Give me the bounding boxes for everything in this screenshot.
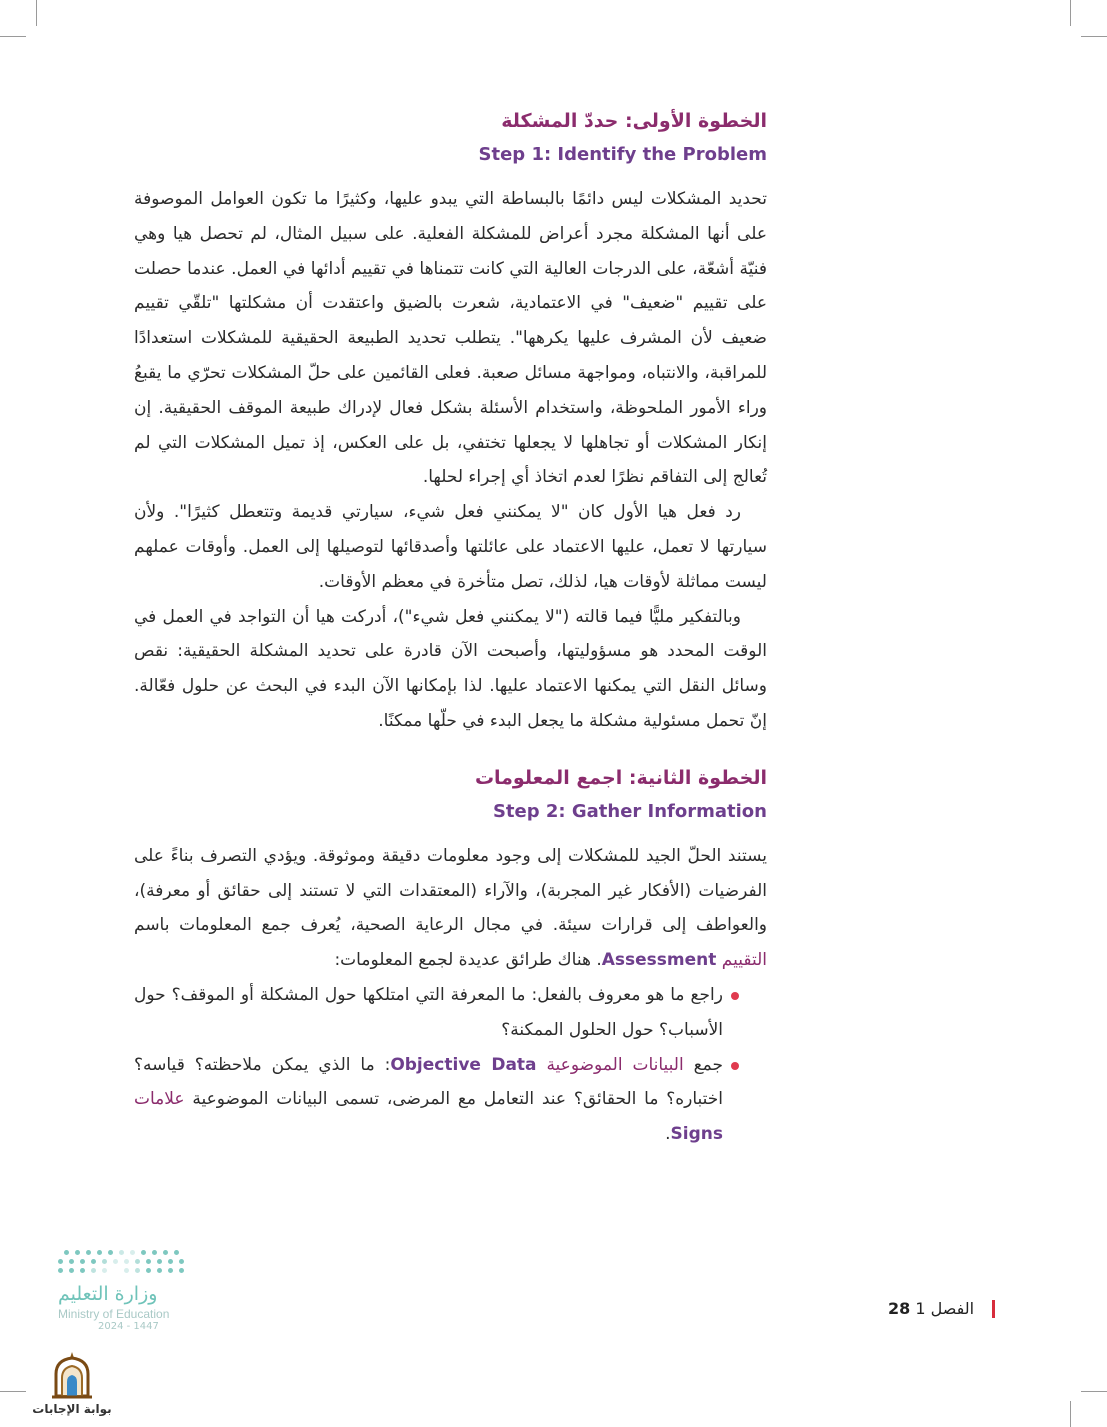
section1-paragraph-3: وبالتفكير مليًّا فيما قالته ("لا يمكنني فعل شيء")، أدركت هيا أن التواجد في العمل في الوقت المحدد هو مسؤوليتها، وأصبحت الآن قادرة على تحديد المشكلة الحقيقية: نقص وسائل النقل التي يمكنها الاعتماد عليها. لذا بإمكانها الآن البدء في البحث عن حلول فعّالة. إنّ تحمل مسئولية مشكلة ما يجعل البدء في حلّها ممكنًا. bbox=[134, 606, 767, 731]
section1-paragraph-2: رد فعل هيا الأول كان "لا يمكنني فعل شيء، سيارتي قديمة وتتعطل كثيرًا". ولأن سيارتها لا تعمل، عليها الاعتماد على عائلتها وأصدقائها لتوصيلها إلى العمل. وأوقات عملهم ليست مماثلة لأوقات هيا، لذلك، تصل متأخرة في معظم الأوقات. bbox=[134, 502, 767, 592]
section2-heading-en: Step 2: Gather Information bbox=[492, 800, 767, 822]
page-footer bbox=[878, 1299, 974, 1318]
term-ar: البيانات الموضوعية bbox=[546, 1054, 684, 1075]
mosque-dome-icon bbox=[50, 1350, 94, 1400]
section1-heading-en: Step 1: Identify the Problem bbox=[478, 144, 767, 165]
bullet-text: جمع bbox=[693, 1054, 724, 1075]
ministry-year: 2024 - 1447 bbox=[98, 1321, 159, 1332]
bullet-dot-icon bbox=[731, 992, 739, 1000]
section1-heading-ar: الخطوة الأولى: حددّ المشكلة bbox=[501, 110, 767, 132]
ministry-name-en: Ministry of Education bbox=[58, 1307, 170, 1321]
chapter-label: الفصل 1 bbox=[915, 1299, 975, 1318]
paragraph-text: يستند الحلّ الجيد للمشكلات إلى وجود معلومات دقيقة وموثوقة. ويؤدي التصرف بناءً على الفرضيات (الأفكار غير المجربة)، والآراء (المعتقدات التي لا تستند إلى حقائق أو معرفة)، والعواطف إلى قرارات سيئة. في مجال الرعاية الصحية، يُعرف جمع المعلومات باسم bbox=[134, 845, 767, 936]
bullet-item bbox=[134, 978, 767, 1048]
footer-divider bbox=[992, 1300, 995, 1318]
watermark-label: بوابة الإجابات bbox=[32, 1402, 112, 1416]
section2-heading-ar: الخطوة الثانية: اجمع المعلومات bbox=[474, 766, 767, 789]
logo-dots-icon bbox=[58, 1250, 208, 1273]
crop-mark bbox=[1081, 1391, 1107, 1392]
term-ar: التقييم bbox=[721, 950, 767, 971]
term-en: Objective Data bbox=[390, 1054, 537, 1075]
crop-mark bbox=[36, 0, 37, 26]
crop-mark bbox=[0, 1391, 26, 1392]
term-en: Assessment bbox=[601, 950, 717, 971]
paragraph-text: . هناك طرائق عديدة لجمع المعلومات: bbox=[334, 950, 602, 971]
crop-mark bbox=[1070, 1401, 1071, 1427]
section1-paragraph-1: تحديد المشكلات ليس دائمًا بالبساطة التي يبدو عليها، وكثيرًا ما تكون العوامل الموصوفة على أنها المشكلة مجرد أعراض للمشكلة الفعلية. على سبيل المثال، لم تحصل هيا وهي فنيّة أشعّة، على الدرجات العالية التي كانت تتمناها في تقييم أدائها في العمل. عندما حصلت على تقييم "ضعيف" في الاعتمادية، شعرت بالضيق واعتقدت أن مشكلتها "تلقّي تقييم ضعيف لأن المشرف عليها يكرهها". يتطلب تحديد الطبيعة الحقيقية للمشكلات استعدادًا للمراقبة، والانتباه، ومواجهة مسائل صعبة. فعلى القائمين على حلّ المشكلات تحرّي ما يقبعُ وراء الأمور الملحوظة، واستخدام الأسئلة بشكل فعال لإدراك طبيعة الموقف الحقيقية. إن إنكار المشكلات أو تجاهلها لا يجعلها تختفي، بل على العكس، إذ تميل المشكلات التي لم تُعالج إلى التفاقم نظرًا لعدم اتخاذ أي إجراء لحلها. bbox=[134, 189, 767, 488]
term-en: Signs bbox=[670, 1124, 723, 1145]
ministry-name-ar: وزارة التعليم bbox=[58, 1283, 158, 1305]
bullet-text: . bbox=[665, 1124, 671, 1145]
page-content bbox=[134, 104, 767, 1152]
bullet-text: : ما الذي يمكن ملاحظته؟ قياسه؟ اختباره؟ ما الحقائق؟ عند التعامل مع المرضى، تسمى البيانات الموضوعية bbox=[134, 1054, 724, 1110]
term-ar: علامات bbox=[134, 1089, 185, 1110]
section2-paragraph-1 bbox=[134, 839, 767, 978]
crop-mark bbox=[1081, 36, 1107, 37]
crop-mark bbox=[0, 36, 26, 37]
ministry-logo bbox=[58, 1250, 208, 1332]
site-watermark bbox=[32, 1350, 112, 1416]
page-number: 28 bbox=[888, 1299, 911, 1318]
bullet-dot-icon bbox=[731, 1062, 739, 1070]
bullet-item bbox=[134, 1048, 767, 1152]
crop-mark bbox=[1070, 0, 1071, 26]
bullet-text: راجع ما هو معروف بالفعل: ما المعرفة التي امتلكها حول المشكلة أو الموقف؟ حول الأسباب؟ حول الحلول الممكنة؟ bbox=[134, 984, 723, 1040]
